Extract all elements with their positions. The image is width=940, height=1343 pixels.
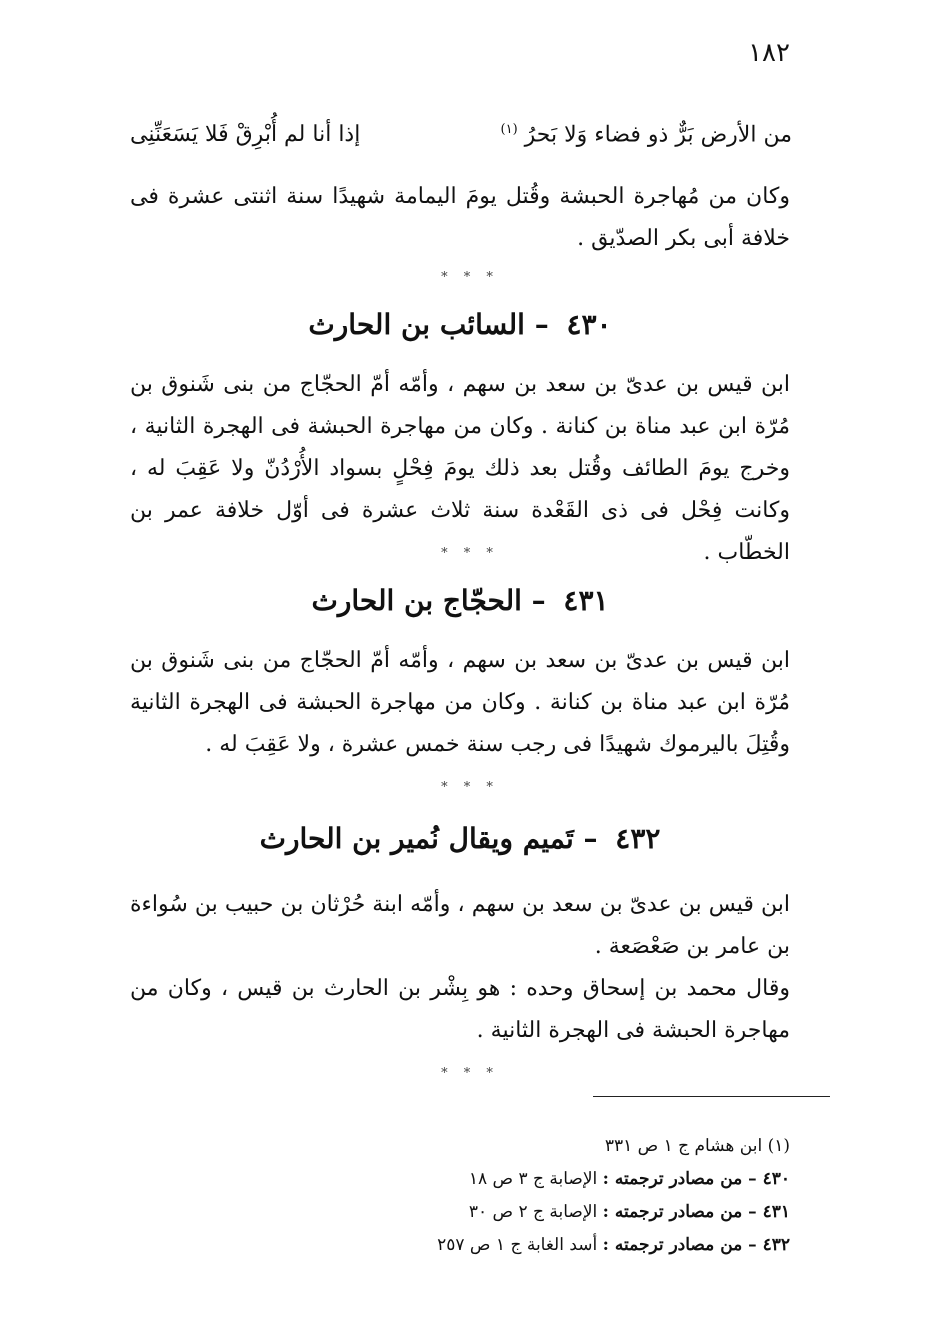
footnote-item: ٤٣٢ – من مصادر ترجمته : أسد الغابة ج ١ ص ٢٥٧ bbox=[437, 1235, 790, 1255]
entry-dash: – bbox=[534, 308, 549, 341]
page-number: ١٨٢ bbox=[748, 38, 790, 68]
footnote-item: (١) ابن هشام ج ١ ص ٣٣١ bbox=[604, 1136, 790, 1156]
verse-second-hemistich: من الأرض بَرٌّ ذو فضاء وَلا بَحرُ $^{(١)}$ bbox=[500, 122, 792, 148]
entry-paragraph-431: ابن قيس بن عدىّ بن سعد بن سهم ، وأمّه أمّ الحجّاج من بنى شَنوق بن مُرّة ابن عبد مناة بن كنانة . وكان من مهاجرة الحبشة فى الهجرة الثانية وقُتِلَ باليرموك شهيدًا فى رجب سنة خمس عشرة ، ولا عَقِبَ له . bbox=[130, 648, 790, 757]
entry-dash: – bbox=[583, 822, 598, 855]
entry-heading-430 bbox=[130, 308, 790, 341]
entry-paragraph-432-b: وقال محمد بن إسحاق وحده : هو بِشْر بن الحارث بن قيس ، وكان من مهاجرة الحبشة فى الهجرة الثانية . bbox=[130, 976, 790, 1043]
poetry-verse bbox=[130, 122, 792, 147]
entry-name: تَميم ويقال نُمير بن الحارث bbox=[259, 822, 574, 855]
intro-paragraph: وكان من مُهاجرة الحبشة وقُتل يومَ اليمامة شهيدًا سنة اثنتى عشرة فى خلافة أبى بكر الصدّيق . bbox=[130, 184, 790, 251]
entry-paragraph-432-a: ابن قيس بن عدىّ بن سعد بن سهم ، وأمّه ابنة حُرْثان بن حبيب بن سُواءة بن عامر بن صَعْصَعة . bbox=[130, 892, 790, 959]
verse-first-hemistich: إذا أنا لم أُبْرِقْ فَلا يَسَعَنِّنِى bbox=[130, 122, 361, 147]
footnotes bbox=[437, 1130, 790, 1262]
section-separator: * * * bbox=[441, 780, 499, 795]
footnote-item: ٤٣١ – من مصادر ترجمته : الإصابة ج ٢ ص ٣٠ bbox=[468, 1202, 790, 1222]
entry-number: ٤٣٢ bbox=[615, 822, 661, 855]
entry-heading-431 bbox=[130, 584, 790, 617]
entry-paragraph-430: ابن قيس بن عدىّ بن سعد بن سهم ، وأمّه أمّ الحجّاج من بنى شَنوق بن مُرّة ابن عبد مناة بن كنانة . وكان من مهاجرة الحبشة فى الهجرة الثانية ، وخرج يومَ الطائف وقُتل بعد ذلك يومَ فِحْلٍ بسواد الأُرْدُنّ ولا عَقِبَ له ، وكانت فِحْل فى ذى القَعْدة سنة ثلاث عشرة فى أوّل خلافة عمر بن الخطّاب . bbox=[130, 372, 790, 565]
entry-name: الحجّاج بن الحارث bbox=[311, 584, 522, 617]
section-separator: * * * bbox=[441, 1066, 499, 1081]
entry-heading-432 bbox=[130, 822, 790, 855]
entry-number: ٤٣٠ bbox=[566, 308, 612, 341]
entry-dash: – bbox=[531, 584, 546, 617]
section-separator: * * * bbox=[441, 546, 499, 561]
footnote-item: ٤٣٠ – من مصادر ترجمته : الإصابة ج ٣ ص ١٨ bbox=[468, 1169, 790, 1189]
entry-name: السائب بن الحارث bbox=[308, 308, 525, 341]
footnote-divider bbox=[593, 1096, 830, 1097]
entry-number: ٤٣١ bbox=[563, 584, 609, 617]
section-separator: * * * bbox=[441, 270, 499, 285]
footnote-reference[interactable]: (١) bbox=[500, 122, 518, 137]
